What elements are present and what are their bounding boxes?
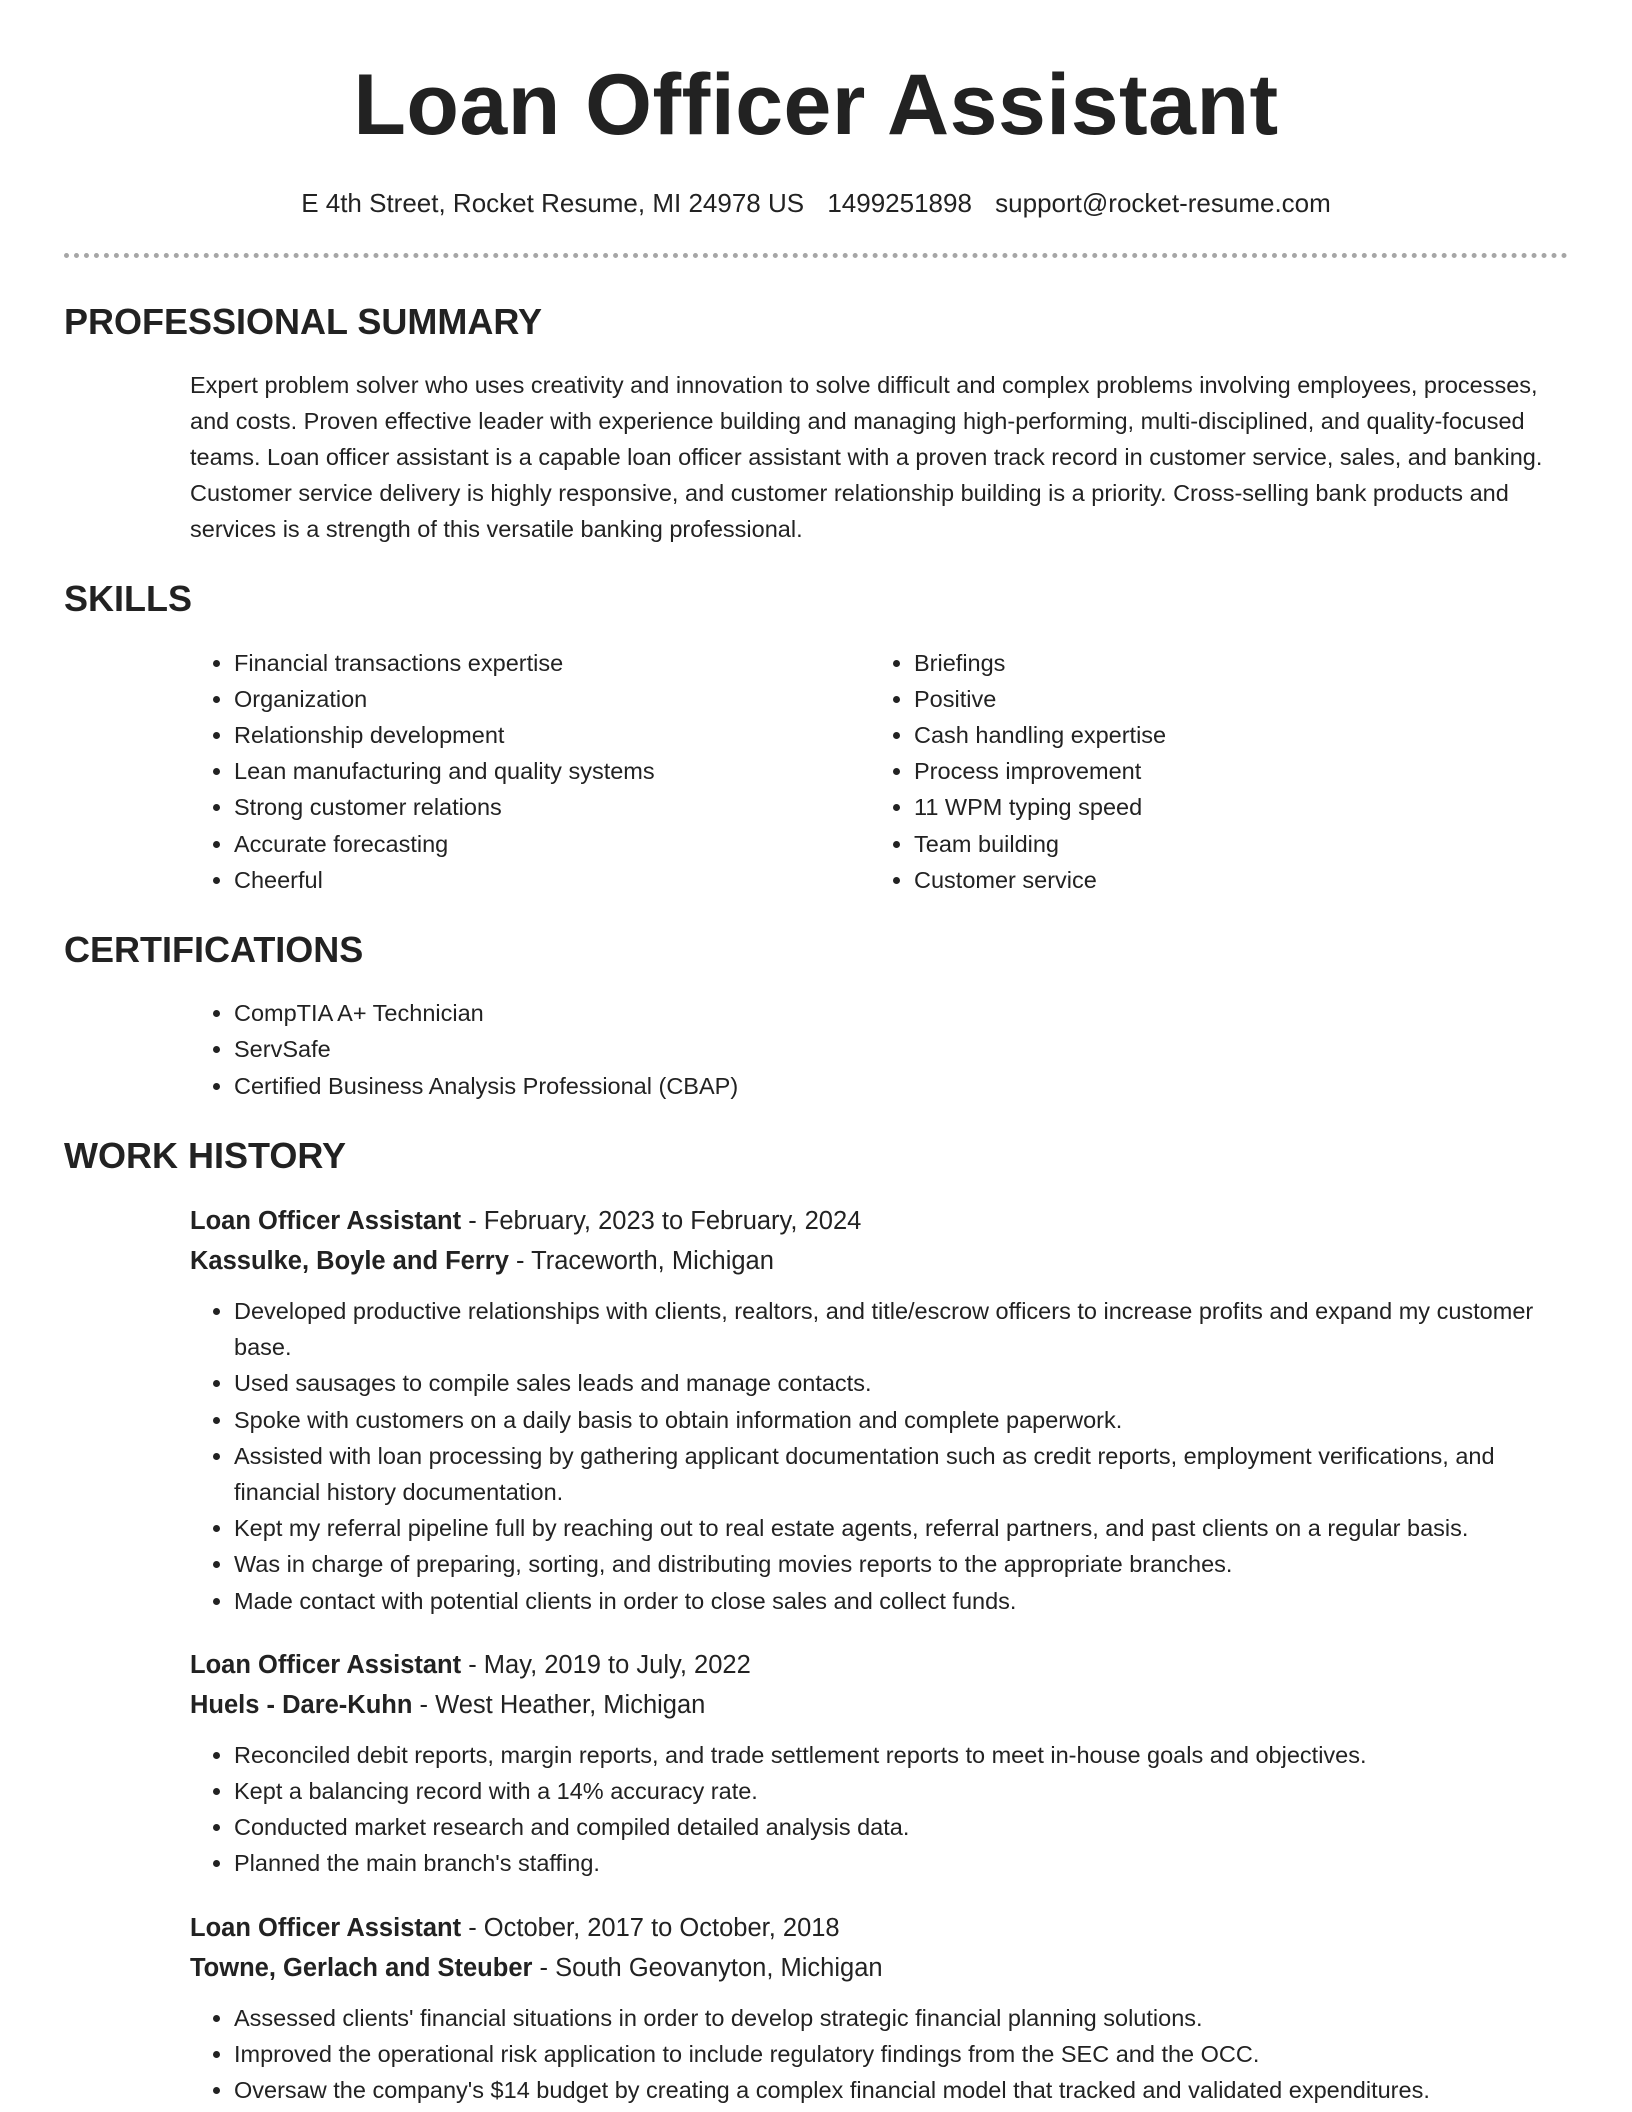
skill-item: • Accurate forecasting: [234, 826, 870, 862]
job-bullet: • Made contact with potential clients in order to close sales and collect funds.: [234, 1583, 1568, 1619]
job-bullet: • Kept a balancing record with a 14% accuracy rate.: [234, 1773, 1568, 1809]
skill-item: • Organization: [234, 681, 870, 717]
job-bullets: [190, 1293, 1568, 1619]
skill-item: • Strong customer relations: [234, 789, 870, 825]
summary-heading: PROFESSIONAL SUMMARY: [64, 301, 543, 343]
job-bullet: • Reconciled debit reports, margin reports, and trade settlement reports to meet in-house goals and objectives.: [234, 1737, 1568, 1773]
job-bullet: • Kept my referral pipeline full by reaching out to real estate agents, referral partners, and past clients on a regular basis.: [234, 1510, 1568, 1546]
job-location: - West Heather, Michigan: [412, 1690, 706, 1719]
job-bullet: • Developed productive relationships with clients, realtors, and title/escrow officers to increase profits and expand my customer base.: [234, 1293, 1568, 1365]
job-role: Loan Officer Assistant: [190, 1913, 462, 1942]
job-title-line: [190, 1645, 1568, 1685]
job-bullets: [190, 1737, 1568, 1882]
contact-line: [64, 188, 1568, 219]
job-location: - South Geovanyton, Michigan: [532, 1953, 883, 1982]
job-company-line: [190, 1241, 1568, 1281]
header-divider: [64, 253, 1568, 258]
job-company: Towne, Gerlach and Steuber: [190, 1953, 533, 1982]
work-history-heading: WORK HISTORY: [64, 1134, 347, 1176]
job-dates: - February, 2023 to February, 2024: [461, 1206, 862, 1235]
job-bullet: • Planned the main branch's staffing.: [234, 1845, 1568, 1881]
contact-email: support@rocket-resume.com: [995, 188, 1331, 218]
skills-heading: SKILLS: [64, 578, 193, 620]
skill-item: • Cheerful: [234, 862, 870, 898]
certifications-heading: CERTIFICATIONS: [64, 928, 364, 970]
job-company-line: [190, 1948, 1568, 1988]
job-entry: [190, 1645, 1568, 1882]
skills-columns: [190, 645, 1568, 898]
job-title-line: [190, 1201, 1568, 1241]
contact-address: E 4th Street, Rocket Resume, MI 24978 US: [301, 188, 805, 218]
skill-item: • Cash handling expertise: [914, 717, 1514, 753]
job-bullet: • Improved the operational risk application to include regulatory findings from the SEC and the OCC.: [234, 2036, 1568, 2072]
job-bullet: • Assessed clients' financial situations in order to develop strategic financial planning solutions.: [234, 2000, 1568, 2036]
certifications-list: [190, 995, 1568, 1104]
job-company: Kassulke, Boyle and Ferry: [190, 1246, 509, 1275]
job-entry: [190, 1908, 1568, 2109]
contact-phone: 1499251898: [827, 188, 972, 218]
certification-item: • Certified Business Analysis Professional (CBAP): [234, 1068, 1568, 1104]
job-bullet: • Used sausages to compile sales leads and manage contacts.: [234, 1365, 1568, 1401]
certifications-block: [190, 995, 1568, 1104]
job-location: - Traceworth, Michigan: [508, 1246, 774, 1275]
certification-item: • CompTIA A+ Technician: [234, 995, 1568, 1031]
skill-item: • Team building: [914, 826, 1514, 862]
job-entry: [190, 1201, 1568, 1619]
skill-item: • Lean manufacturing and quality systems: [234, 753, 870, 789]
skill-item: • Customer service: [914, 862, 1514, 898]
skill-item: • Positive: [914, 681, 1514, 717]
resume-name: Loan Officer Assistant: [353, 57, 1279, 153]
job-title-line: [190, 1908, 1568, 1948]
certification-item: • ServSafe: [234, 1031, 1568, 1067]
job-company-line: [190, 1685, 1568, 1725]
job-bullet: • Oversaw the company's $14 budget by creating a complex financial model that tracked and validated expenditures.: [234, 2072, 1568, 2108]
job-bullet: • Spoke with customers on a daily basis to obtain information and complete paperwork.: [234, 1402, 1568, 1438]
skill-item: • Financial transactions expertise: [234, 645, 870, 681]
job-company: Huels - Dare-Kuhn: [190, 1690, 413, 1719]
skill-item: • Process improvement: [914, 753, 1514, 789]
summary-text: Expert problem solver who uses creativity and innovation to solve difficult and complex problems involving employees, processes, and costs. Proven effective leader with experience building and managing high-performing, multi-disciplined, and quality-focused teams. Loan officer assistant is a capable loan officer assistant with a proven track record in customer service, sales, and banking. Customer service delivery is highly responsive, and customer relationship building is a priority. Cross-selling bank products and services is a strength of this versatile banking professional.: [190, 372, 1543, 543]
job-dates: - May, 2019 to July, 2022: [461, 1650, 751, 1679]
job-role: Loan Officer Assistant: [190, 1206, 462, 1235]
resume-page: [64, 0, 1568, 2108]
job-role: Loan Officer Assistant: [190, 1650, 462, 1679]
job-bullet: • Assisted with loan processing by gathering applicant documentation such as credit reports, employment verifications, and financial history documentation.: [234, 1438, 1568, 1510]
job-bullet: • Conducted market research and compiled detailed analysis data.: [234, 1809, 1568, 1845]
job-dates: - October, 2017 to October, 2018: [461, 1913, 840, 1942]
skill-item: • Relationship development: [234, 717, 870, 753]
skill-item: • 11 WPM typing speed: [914, 789, 1514, 825]
skills-list-left: [190, 645, 870, 898]
job-bullet: • Was in charge of preparing, sorting, and distributing movies reports to the appropriate branches.: [234, 1546, 1568, 1582]
skills-list-right: [870, 645, 1514, 898]
skill-item: • Briefings: [914, 645, 1514, 681]
job-bullets: [190, 2000, 1568, 2109]
